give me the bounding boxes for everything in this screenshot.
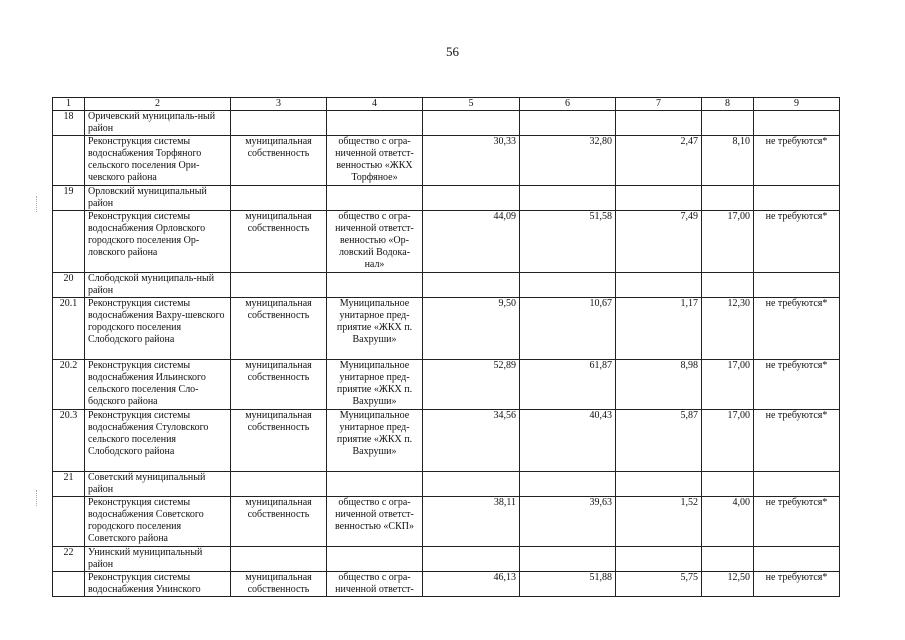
empty-cell xyxy=(231,547,327,572)
group-row xyxy=(53,273,840,298)
column-header: 7 xyxy=(616,98,702,111)
group-row xyxy=(53,111,840,136)
empty-cell xyxy=(231,186,327,211)
empty-cell xyxy=(754,273,840,298)
value-cell-6: 39,63 xyxy=(520,497,616,547)
ownership-cell: муниципальная собственность xyxy=(231,136,327,186)
status-cell: не требуются* xyxy=(754,136,840,186)
value-cell-7: 7,49 xyxy=(616,211,702,273)
empty-cell xyxy=(702,472,754,497)
value-cell-8: 17,00 xyxy=(702,410,754,472)
value-cell-8: 4,00 xyxy=(702,497,754,547)
empty-cell xyxy=(327,273,423,298)
empty-cell xyxy=(520,111,616,136)
empty-cell xyxy=(754,547,840,572)
value-cell-6: 40,43 xyxy=(520,410,616,472)
status-cell: не требуются* xyxy=(754,410,840,472)
row-number: 20 xyxy=(53,273,85,298)
value-cell-5: 38,11 xyxy=(423,497,520,547)
empty-cell xyxy=(423,186,520,211)
district-name: Советский муниципальный район xyxy=(85,472,231,497)
empty-cell xyxy=(327,472,423,497)
group-row xyxy=(53,472,840,497)
status-cell: не требуются* xyxy=(754,497,840,547)
value-cell-7: 1,17 xyxy=(616,298,702,360)
table-row xyxy=(53,360,840,410)
empty-cell xyxy=(520,547,616,572)
empty-cell xyxy=(616,472,702,497)
project-name: Реконструкция системы водоснабжения Советского городского поселения Советского района xyxy=(85,497,231,547)
empty-cell xyxy=(702,547,754,572)
empty-cell xyxy=(231,111,327,136)
empty-cell xyxy=(754,186,840,211)
empty-cell xyxy=(423,472,520,497)
value-cell-6: 32,80 xyxy=(520,136,616,186)
operator-cell: общество с огра-ниченной ответст-венностью «СКП» xyxy=(327,497,423,547)
page-number: 56 xyxy=(446,44,459,59)
column-header: 6 xyxy=(520,98,616,111)
row-number xyxy=(53,572,85,597)
group-row xyxy=(53,547,840,572)
table-row xyxy=(53,136,840,186)
empty-cell xyxy=(423,111,520,136)
row-number: 21 xyxy=(53,472,85,497)
ownership-cell: муниципальная собственность xyxy=(231,211,327,273)
project-name: Реконструкция системы водоснабжения Унинского xyxy=(85,572,231,597)
district-name: Унинский муниципальный район xyxy=(85,547,231,572)
column-header: 3 xyxy=(231,98,327,111)
value-cell-6: 10,67 xyxy=(520,298,616,360)
operator-cell: Муниципальное унитарное пред-приятие «ЖКХ п. Вахруши» xyxy=(327,298,423,360)
ownership-cell: муниципальная собственность xyxy=(231,298,327,360)
table-row xyxy=(53,497,840,547)
row-number xyxy=(53,211,85,273)
row-number xyxy=(53,136,85,186)
empty-cell xyxy=(616,186,702,211)
value-cell-7: 5,75 xyxy=(616,572,702,597)
group-row xyxy=(53,186,840,211)
empty-cell xyxy=(520,273,616,298)
value-cell-6: 61,87 xyxy=(520,360,616,410)
empty-cell xyxy=(702,273,754,298)
value-cell-6: 51,58 xyxy=(520,211,616,273)
row-number: 19 xyxy=(53,186,85,211)
empty-cell xyxy=(423,547,520,572)
empty-cell xyxy=(702,186,754,211)
empty-cell xyxy=(327,186,423,211)
project-name: Реконструкция системы водоснабжения Ильинского сельского поселения Сло-бодского района xyxy=(85,360,231,410)
ownership-cell: муниципальная собственность xyxy=(231,572,327,597)
table-row xyxy=(53,211,840,273)
empty-cell xyxy=(616,111,702,136)
column-header: 1 xyxy=(53,98,85,111)
value-cell-5: 30,33 xyxy=(423,136,520,186)
ownership-cell: муниципальная собственность xyxy=(231,410,327,472)
empty-cell xyxy=(702,111,754,136)
column-header-row xyxy=(53,98,840,111)
column-header: 9 xyxy=(754,98,840,111)
row-number xyxy=(53,497,85,547)
empty-cell xyxy=(754,472,840,497)
operator-cell: Муниципальное унитарное пред-приятие «ЖКХ п. Вахруши» xyxy=(327,360,423,410)
empty-cell xyxy=(231,273,327,298)
empty-cell xyxy=(754,111,840,136)
row-number: 20.1 xyxy=(53,298,85,360)
project-name: Реконструкция системы водоснабжения Орловского городского поселения Ор-ловского района xyxy=(85,211,231,273)
table-row xyxy=(53,572,840,597)
district-name: Слободской муниципаль-ный район xyxy=(85,273,231,298)
value-cell-8: 17,00 xyxy=(702,211,754,273)
status-cell: не требуются* xyxy=(754,211,840,273)
operator-cell: общество с огра-ниченной ответст-венностью «ЖКХ Торфяное» xyxy=(327,136,423,186)
district-name: Оричевский муниципаль-ный район xyxy=(85,111,231,136)
table-row xyxy=(53,410,840,472)
margin-mark xyxy=(36,490,38,506)
empty-cell xyxy=(616,273,702,298)
value-cell-7: 8,98 xyxy=(616,360,702,410)
data-table xyxy=(52,97,840,597)
value-cell-5: 9,50 xyxy=(423,298,520,360)
status-cell: не требуются* xyxy=(754,360,840,410)
district-name: Орловский муниципальный район xyxy=(85,186,231,211)
row-number: 18 xyxy=(53,111,85,136)
operator-cell: общество с огра-ниченной ответст-венностью «Ор-ловский Водока-нал» xyxy=(327,211,423,273)
empty-cell xyxy=(616,547,702,572)
value-cell-5: 52,89 xyxy=(423,360,520,410)
ownership-cell: муниципальная собственность xyxy=(231,360,327,410)
row-number: 22 xyxy=(53,547,85,572)
value-cell-8: 12,50 xyxy=(702,572,754,597)
empty-cell xyxy=(327,547,423,572)
column-header: 5 xyxy=(423,98,520,111)
status-cell: не требуются* xyxy=(754,298,840,360)
value-cell-5: 44,09 xyxy=(423,211,520,273)
project-name: Реконструкция системы водоснабжения Стуловского сельского поселения Слободского района xyxy=(85,410,231,472)
operator-cell: общество с огра-ниченной ответст- xyxy=(327,572,423,597)
value-cell-8: 8,10 xyxy=(702,136,754,186)
operator-cell: Муниципальное унитарное пред-приятие «ЖКХ п. Вахруши» xyxy=(327,410,423,472)
column-header: 4 xyxy=(327,98,423,111)
table-row xyxy=(53,298,840,360)
project-name: Реконструкция системы водоснабжения Вахру-шевского городского поселения Слободского района xyxy=(85,298,231,360)
row-number: 20.2 xyxy=(53,360,85,410)
value-cell-6: 51,88 xyxy=(520,572,616,597)
project-name: Реконструкция системы водоснабжения Торфяного сельского поселения Ори-чевского района xyxy=(85,136,231,186)
value-cell-7: 1,52 xyxy=(616,497,702,547)
empty-cell xyxy=(520,472,616,497)
value-cell-7: 2,47 xyxy=(616,136,702,186)
value-cell-7: 5,87 xyxy=(616,410,702,472)
empty-cell xyxy=(327,111,423,136)
column-header: 8 xyxy=(702,98,754,111)
empty-cell xyxy=(520,186,616,211)
value-cell-8: 17,00 xyxy=(702,360,754,410)
value-cell-5: 34,56 xyxy=(423,410,520,472)
value-cell-5: 46,13 xyxy=(423,572,520,597)
empty-cell xyxy=(231,472,327,497)
status-cell: не требуются* xyxy=(754,572,840,597)
empty-cell xyxy=(423,273,520,298)
ownership-cell: муниципальная собственность xyxy=(231,497,327,547)
value-cell-8: 12,30 xyxy=(702,298,754,360)
margin-mark xyxy=(36,196,38,212)
row-number: 20.3 xyxy=(53,410,85,472)
column-header: 2 xyxy=(85,98,231,111)
